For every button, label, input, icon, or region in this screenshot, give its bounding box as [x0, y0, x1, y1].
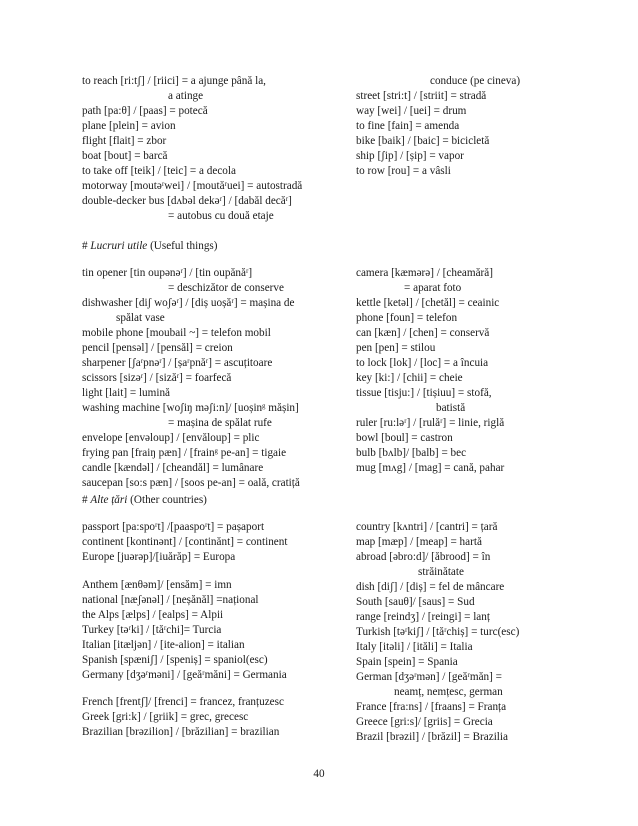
entry-map: map [mæp] / [meap] = hartă	[356, 536, 482, 548]
entry-abroad: abroad [əbro:d]/ [ăbrood] = în	[356, 551, 491, 563]
entry-greek: Greek [gri:k] / [griik] = grec, grecesc	[82, 711, 249, 723]
entry-boat: boat [bout] = barcă	[82, 150, 168, 162]
entry-abroad-cont: străinătate	[418, 566, 464, 578]
entry-camera-cont: = aparat foto	[404, 282, 462, 294]
entry-to-reach: to reach [ri:tʃ] / [riici] = a ajunge până la,	[82, 75, 266, 87]
entry-double-decker: double-decker bus [dʌbəl dekəʳ] / [dabăl decăʳ]	[82, 195, 292, 207]
entry-bike: bike [baik] / [baic] = bicicletă	[356, 135, 490, 147]
entry-bulb: bulb [bʌlb]/ [balb] = bec	[356, 447, 467, 459]
entry-envelope: envelope [envəloup] / [envăloup] = plic	[82, 432, 260, 444]
entry-french: French [frentʃ]/ [frenci] = francez, franțuzesc	[82, 696, 284, 708]
entry-the-alps: the Alps [ælps] / [ealps] = Alpii	[82, 609, 224, 621]
entry-south: South [sauθ]/ [saus] = Sud	[356, 596, 475, 608]
entry-turkish: Turkish [təʳkiʃ] / [tăʳchiș] = turc(esc)	[356, 626, 520, 638]
entry-to-take-off: to take off [teik] / [teic] = a decola	[82, 165, 236, 177]
page-number: 40	[313, 768, 325, 780]
entry-bowl: bowl [boul] = castron	[356, 432, 453, 444]
entry-continent: continent [kontinənt] / [continănt] = continent	[82, 536, 288, 548]
entry-dishwasher-cont: spălat vase	[116, 312, 165, 324]
entry-scissors: scissors [sizəʳ] / [sizăʳ] = foarfecă	[82, 372, 232, 384]
entry-pen: pen [pen] = stilou	[356, 342, 436, 354]
entry-tin-opener: tin opener [tin oupənəʳ] / [tin oupănăʳ]	[82, 267, 253, 279]
entry-sharpener: sharpener [ʃaʳpnəʳ] / [șaʳpnăʳ] = ascuțitoare	[82, 357, 273, 369]
entry-street: street [stri:t] / [striit] = stradă	[356, 90, 487, 102]
entry-washing-machine-cont: = mașina de spălat rufe	[168, 417, 272, 429]
entry-brazilian: Brazilian [brəzilion] / [brăzilian] = brazilian	[82, 726, 280, 738]
entry-flight: flight [flait] = zbor	[82, 135, 167, 147]
entry-pencil: pencil [pensəl] / [pensăl] = creion	[82, 342, 233, 354]
entry-turkey: Turkey [təʳki] / [tăʳchi]= Turcia	[82, 624, 222, 636]
entry-france: France [fra:ns] / [fraans] = Franța	[356, 701, 507, 713]
entry-kettle: kettle [ketəl] / [chetăl] = ceainic	[356, 297, 500, 309]
entry-to-drive-cont: conduce (pe cineva)	[430, 75, 521, 87]
entry-anthem: Anthem [ænθəm]/ [ensăm] = imn	[82, 579, 232, 591]
entry-brazil: Brazil [brəzil] / [brăzil] = Brazilia	[356, 731, 508, 743]
entry-tissue-cont: batistă	[436, 402, 466, 414]
entry-ship: ship [ʃip] / [șip] = vapor	[356, 150, 464, 162]
entry-saucepan: saucepan [so:s pæn] / [soos pe-an] = oală, cratiță	[82, 477, 300, 489]
entry-camera: camera [kæmərə] / [cheamără]	[356, 267, 493, 279]
entry-italy: Italy [itəli] / [ităli] = Italia	[356, 641, 473, 653]
entry-washing-machine: washing machine [woʃiŋ məʃi:n]/ [uoșinᵍ mășin]	[82, 402, 299, 414]
entry-greece: Greece [gri:s]/ [griis] = Grecia	[356, 716, 493, 728]
entry-german-cont: neamț, nemțesc, german	[394, 686, 503, 698]
entry-tin-opener-cont: = deschizător de conserve	[168, 282, 284, 294]
entry-can: can [kæn] / [chen] = conservă	[356, 327, 490, 339]
section-heading-useful-things: # Lucruri utile (Useful things)	[82, 240, 218, 252]
entry-to-row: to row [rou] = a vâsli	[356, 165, 451, 177]
entry-mug: mug [mʌg] / [mag] = cană, pahar	[356, 462, 505, 474]
entry-frying-pan: frying pan [fraiŋ pæn] / [frainᵍ pe-an] = tigaie	[82, 447, 287, 459]
entry-europe: Europe [juərəp]/[iuărăp] = Europa	[82, 551, 236, 563]
entry-country: country [kʌntri] / [cantri] = țară	[356, 521, 498, 533]
entry-plane: plane [plein] = avion	[82, 120, 176, 132]
entry-phone: phone [foun] = telefon	[356, 312, 458, 324]
entry-tissue: tissue [tisju:] / [tișiuu] = stofă,	[356, 387, 492, 399]
section-heading-other-countries: # Alte țări (Other countries)	[82, 494, 207, 506]
entry-national: national [næʃənəl] / [neșănăl] =național	[82, 594, 259, 606]
entry-key: key [ki:] / [chii] = cheie	[356, 372, 463, 384]
entry-spain: Spain [spein] = Spania	[356, 656, 458, 668]
entry-to-reach-cont: a atinge	[168, 90, 204, 102]
entry-motorway: motorway [moutəʳwei] / [moutăʳuei] = autostradă	[82, 180, 303, 192]
entry-italian: Italian [itæljən] / [ite-alion] = italian	[82, 639, 245, 651]
entry-range: range [reindʒ] / [reingi] = lanț	[356, 611, 490, 623]
entry-path: path [pa:θ] / [paas] = potecă	[82, 105, 208, 117]
entry-passport: passport [pa:spoʳt] /[paaspoʳt] = pașaport	[82, 521, 265, 533]
entry-ruler: ruler [ru:ləʳ] / [rulăʳ] = linie, riglă	[356, 417, 505, 429]
entry-spanish: Spanish [spæniʃ] / [speniș] = spaniol(esc)	[82, 654, 268, 666]
entry-german: German [dʒəʳmən] / [geăʳmăn] =	[356, 671, 502, 683]
entry-light: light [lait] = lumină	[82, 387, 171, 399]
entry-double-decker-cont: = autobus cu două etaje	[168, 210, 274, 222]
entry-germany: Germany [dʒəʳməni] / [geăʳmăni] = Germania	[82, 669, 287, 681]
entry-to-fine: to fine [fain] = amenda	[356, 120, 460, 132]
entry-to-lock: to lock [lok] / [loc] = a încuia	[356, 357, 489, 369]
entry-dish: dish [diʃ] / [diș] = fel de mâncare	[356, 581, 505, 593]
entry-candle: candle [kændəl] / [cheandăl] = lumânare	[82, 462, 264, 474]
entry-dishwasher: dishwasher [diʃ woʃəʳ] / [diș uoșăʳ] = mașina de	[82, 297, 295, 309]
entry-mobile-phone: mobile phone [moubail ~] = telefon mobil	[82, 327, 271, 339]
entry-way: way [wei] / [uei] = drum	[356, 105, 467, 117]
